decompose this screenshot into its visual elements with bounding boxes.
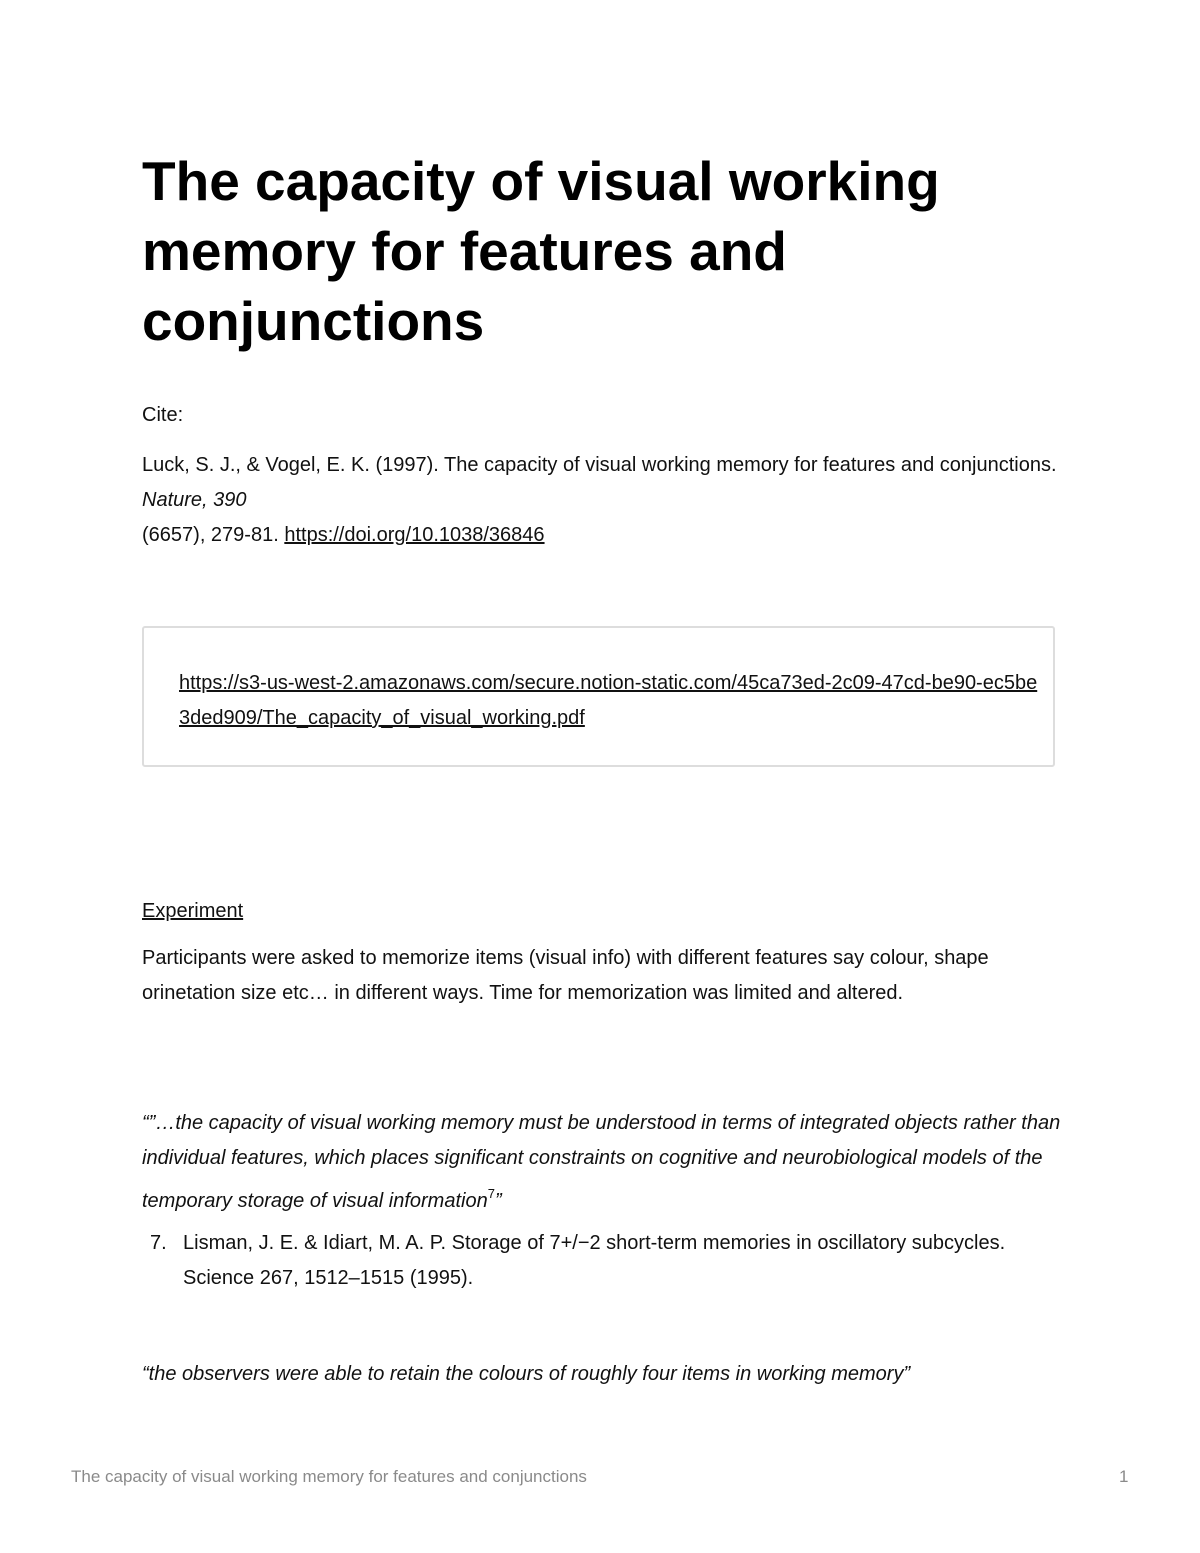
experiment-paragraph: Participants were asked to memorize items (visual info) with different features say colour, shape orinetation size etc… in different ways. Time for memorization was limited and altered.: [142, 947, 989, 1004]
citation-text: Luck, S. J., & Vogel, E. K. (1997). The capacity of visual working memory for features and conjunctions.: [142, 454, 1057, 476]
attachment-link-box: [142, 626, 1055, 767]
reference-text: Lisman, J. E. & Idiart, M. A. P. Storage of 7+/−2 short-term memories in oscillatory subcycles. Science 267, 1512–1515 (1995).: [183, 1232, 1006, 1289]
reference-number: 7.: [150, 1232, 167, 1254]
attachment-pdf-link[interactable]: https://s3-us-west-2.amazonaws.com/secure.notion-static.com/45ca73ed-2c09-47cd-be90-ec5be3ded909/The_capacity_of_visual_working.pdf: [179, 672, 1038, 729]
cite-label: Cite:: [142, 404, 184, 426]
citation-journal: Nature, 390: [142, 489, 247, 511]
quote-integrated-objects-text: “”…the capacity of visual working memory must be understood in terms of integrated objects rather than individual features, which places significant constraints on cognitive and neurobiological models of the temporary storage of visual information: [142, 1112, 1061, 1212]
quote-closing-mark: ”: [494, 1190, 502, 1212]
doi-link[interactable]: https://doi.org/10.1038/36846: [284, 524, 545, 546]
quote-four-items: “the observers were able to retain the colours of roughly four items in working memory”: [142, 1363, 911, 1385]
experiment-heading: Experiment: [142, 900, 244, 922]
page-title: The capacity of visual working memory for features and conjunctions: [142, 150, 940, 352]
footnote-marker: 7: [487, 1186, 495, 1201]
citation-issue-pages: (6657), 279-81.: [142, 524, 285, 546]
quote-integrated-objects: [142, 1106, 1062, 1219]
footer-page-number: 1: [1119, 1467, 1129, 1486]
footer-title: The capacity of visual working memory for features and conjunctions: [71, 1467, 587, 1486]
citation: [142, 448, 1062, 553]
